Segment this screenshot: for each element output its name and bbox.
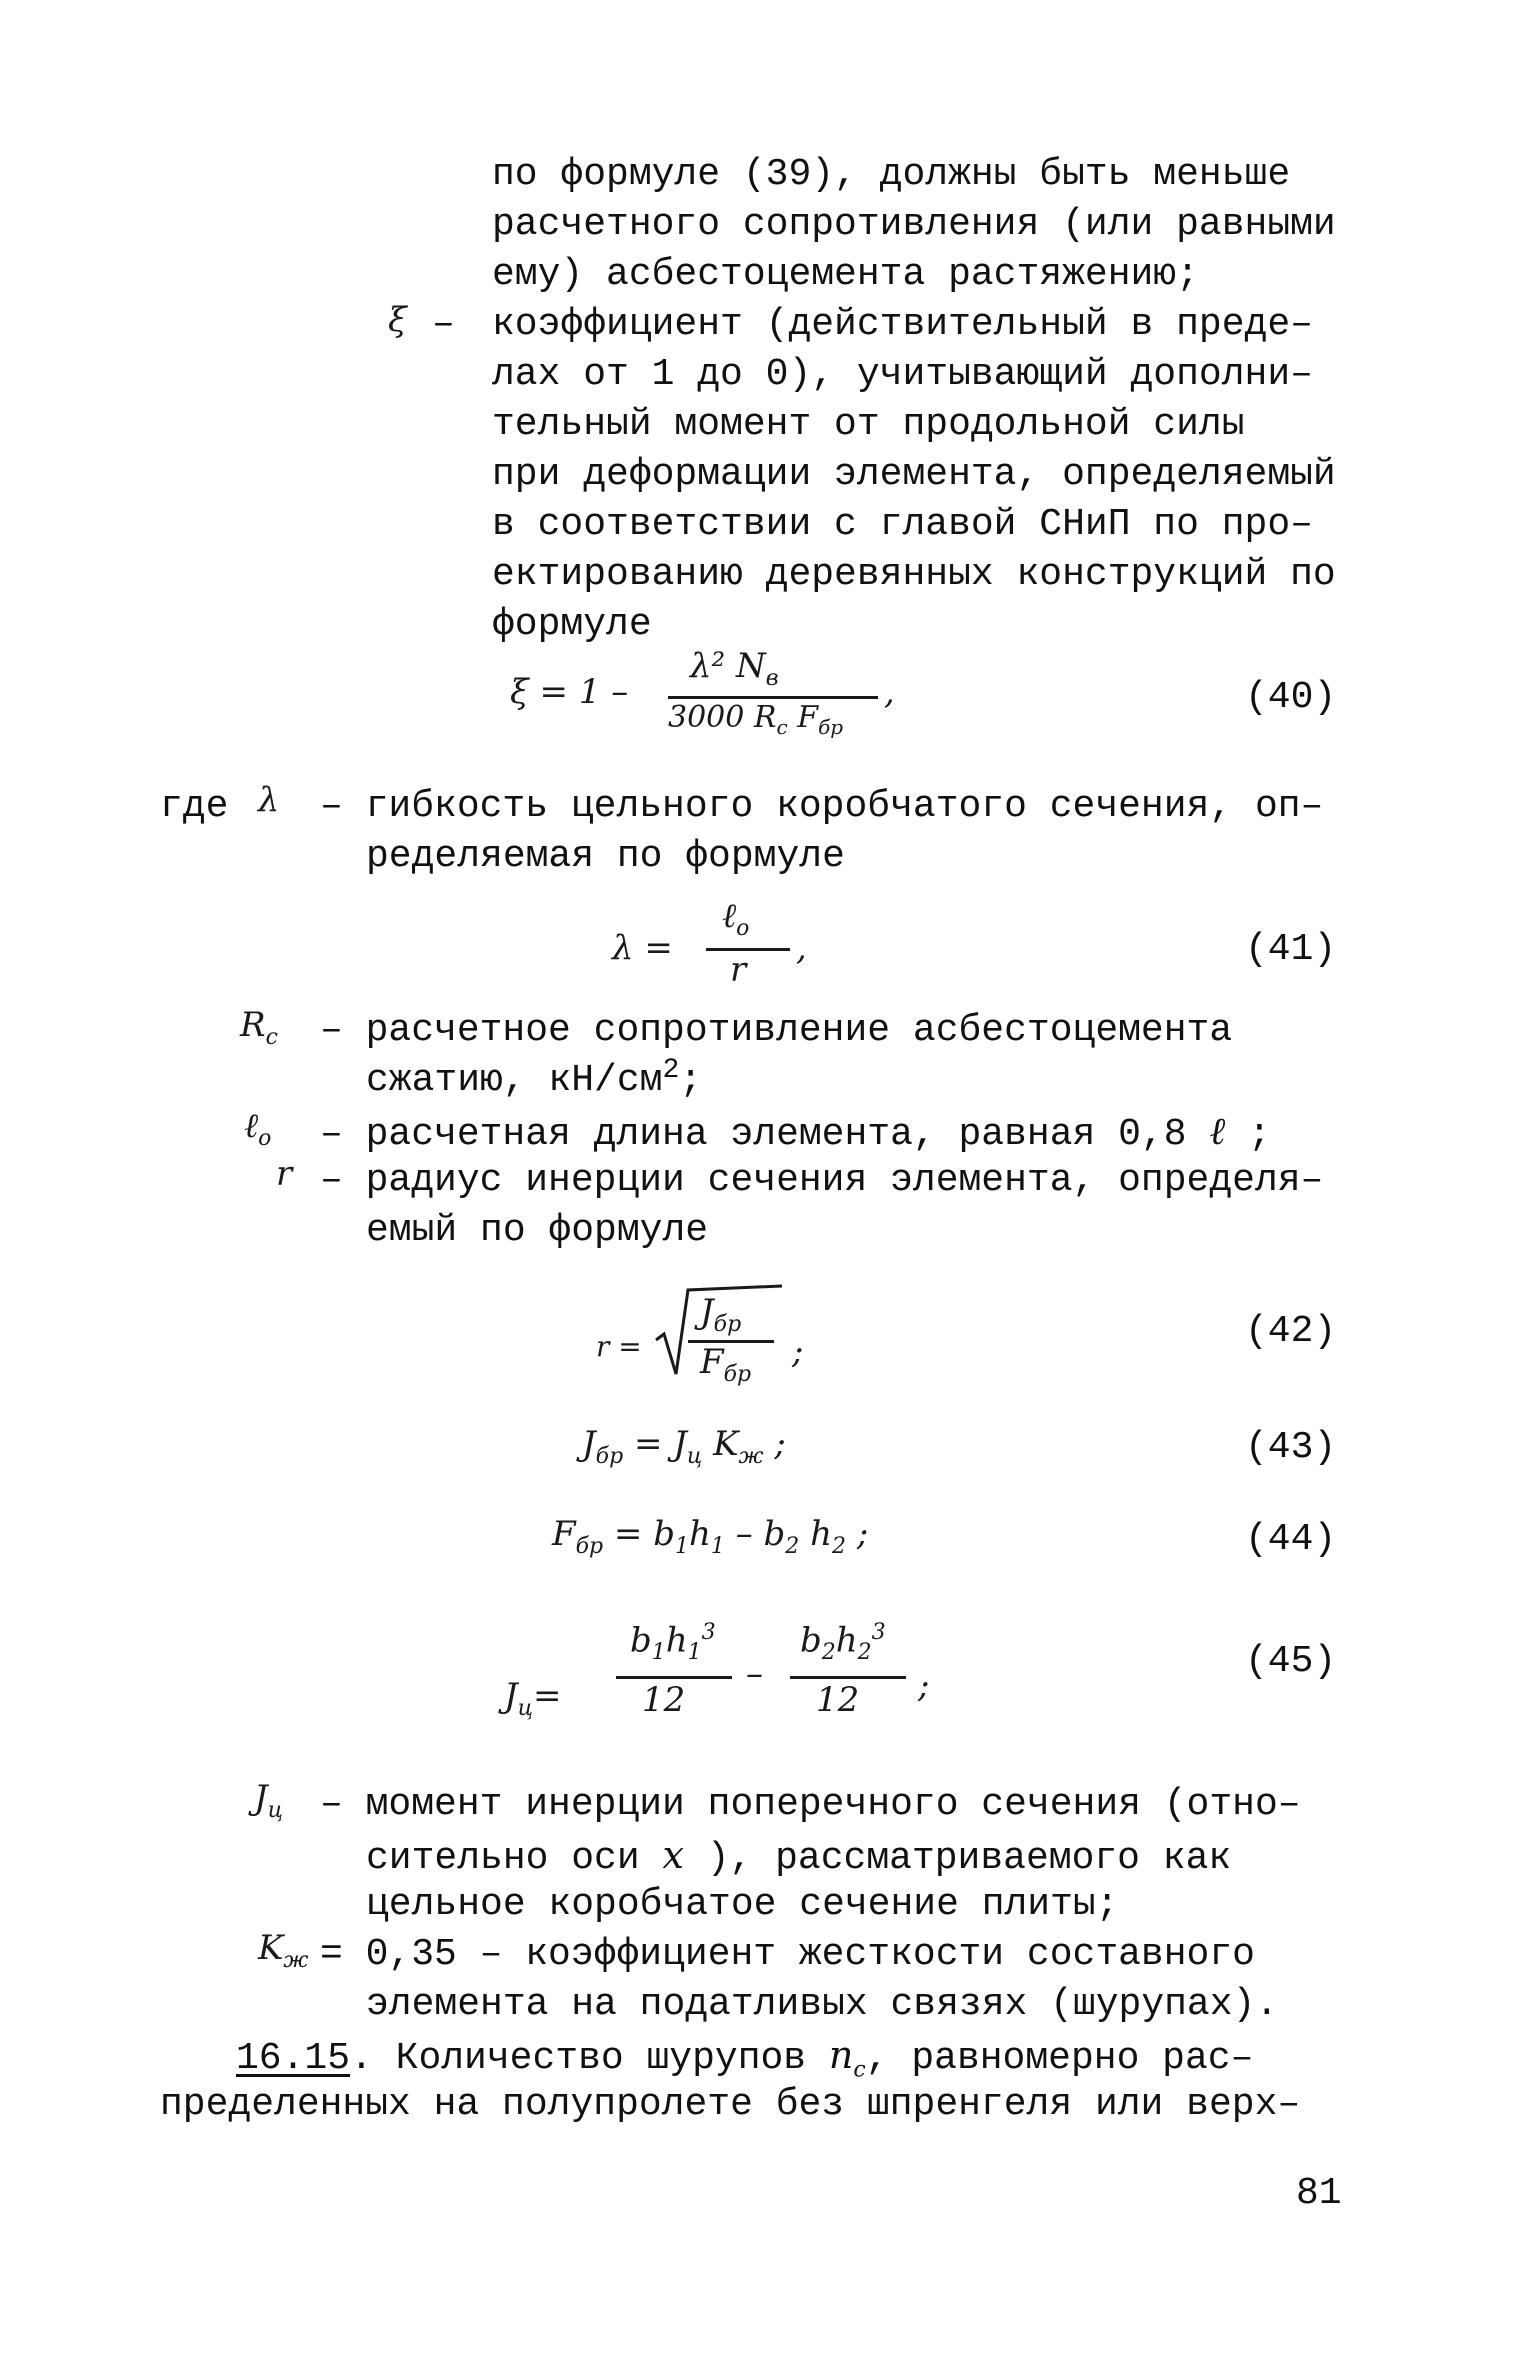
fraction-bar xyxy=(668,696,878,699)
formula-denominator: 12 xyxy=(816,1680,860,1720)
equation-number: (40) xyxy=(1245,676,1337,719)
text-line: сительно оси x ), рассматриваемого как xyxy=(366,1833,1232,1880)
fraction-bar xyxy=(706,948,790,951)
text-line: формуле xyxy=(492,603,652,646)
page-number: 81 xyxy=(1296,2172,1342,2215)
text-line: сжатию, $кН/см^2$; xyxy=(366,1055,703,1102)
text-line: – расчетное сопротивление асбестоцемента xyxy=(320,1009,1233,1052)
text-line: элемента на податливых связях (шурупах). xyxy=(366,1983,1279,2026)
text-line: – расчетная длина элемента, равная 0,8 ℓ ; xyxy=(320,1109,1271,1156)
formula-lhs: $J_ц=$ xyxy=(504,1676,562,1721)
lo-symbol: ℓ$_o$ xyxy=(244,1106,272,1151)
formula-operator: – xyxy=(746,1654,763,1694)
formula-numerator: λ² $N_в$ xyxy=(690,646,779,691)
text-line: расчетного сопротивления (или равными xyxy=(492,203,1336,246)
formula-denominator: r xyxy=(730,950,747,990)
text-line: тельный момент от продольной силы xyxy=(492,403,1245,446)
formula-body: $J_{бр} = J_ц$ $K_ж$ ; xyxy=(582,1424,786,1469)
formula-denominator: 3000 $R_c$ $F_{бр}$ xyxy=(668,700,844,739)
text-line: при деформации элемента, определяемый xyxy=(492,453,1336,496)
section-number: 16.15 xyxy=(236,2037,351,2080)
text-line: ектированию деревянных конструкций по xyxy=(492,553,1336,596)
formula-lhs: λ = xyxy=(612,928,673,968)
jc-symbol: $J_ц$ xyxy=(254,1778,283,1823)
text-line: – момент инерции поперечного сечения (отно– xyxy=(320,1783,1301,1826)
text-line: в соответствии с главой СНиП по про– xyxy=(492,503,1313,546)
text-line: лах от 1 до 0), учитывающий дополни– xyxy=(492,353,1313,396)
xi-symbol: ξ xyxy=(388,300,407,340)
section-paragraph: 16.15. Количество шурупов $n_c$, равномерно рас– xyxy=(236,2033,1254,2083)
text-line: ределяемая по формуле xyxy=(366,835,845,878)
text-line: по формуле (39), должны быть меньше xyxy=(492,153,1291,196)
formula-numerator: $J_{бр}$ xyxy=(700,1292,742,1337)
rc-symbol: $R_c$ xyxy=(240,1005,278,1050)
formula-tail: ; xyxy=(792,1332,804,1372)
text-line: – радиус инерции сечения элемента, определя– xyxy=(320,1159,1324,1202)
formula-tail: , xyxy=(796,928,807,968)
formula-body: $F_{бр} = b_1h_1 - b_2$ $h_2$ ; xyxy=(552,1514,869,1559)
formula-lhs: ξ = 1 – xyxy=(510,672,629,712)
text-line: = 0,35 – коэффициент жесткости составного xyxy=(320,1933,1255,1976)
equation-number: (45) xyxy=(1245,1640,1337,1683)
formula-numerator: ℓ$_o$ xyxy=(722,896,750,941)
formula-tail: ; xyxy=(918,1666,930,1706)
formula-denominator: 12 xyxy=(642,1680,686,1720)
text-line: пределенных на полупролете без шпренгеля или верх– xyxy=(160,2083,1301,2126)
formula-numerator: $b_2h_2^3$ xyxy=(800,1620,886,1666)
fraction-bar xyxy=(790,1676,906,1679)
where-word: где xyxy=(160,785,229,828)
text-line: емый по формуле xyxy=(366,1209,709,1252)
formula-lhs: r = xyxy=(596,1330,642,1363)
text-line: коэффициент (действительный в преде– xyxy=(492,303,1313,346)
equation-number: (42) xyxy=(1245,1310,1337,1353)
text-line: цельное коробчатое сечение плиты; xyxy=(366,1883,1119,1926)
definition-dash: – xyxy=(432,303,455,346)
equation-number: (43) xyxy=(1245,1426,1337,1469)
fraction-bar xyxy=(616,1676,732,1679)
r-symbol: r xyxy=(276,1154,293,1194)
equation-number: (41) xyxy=(1245,928,1337,971)
formula-tail: , xyxy=(884,672,895,712)
text-line: ему) асбестоцемента растяжению; xyxy=(492,253,1199,296)
equation-number: (44) xyxy=(1245,1518,1337,1561)
formula-numerator: $b_1h_1^3$ xyxy=(630,1620,716,1666)
text-line: – гибкость цельного коробчатого сечения, оп– xyxy=(320,785,1324,828)
kzh-symbol: $K_ж$ xyxy=(258,1928,309,1973)
formula-denominator: $F_{бр}$ xyxy=(700,1342,752,1387)
lambda-symbol: λ xyxy=(258,780,280,820)
